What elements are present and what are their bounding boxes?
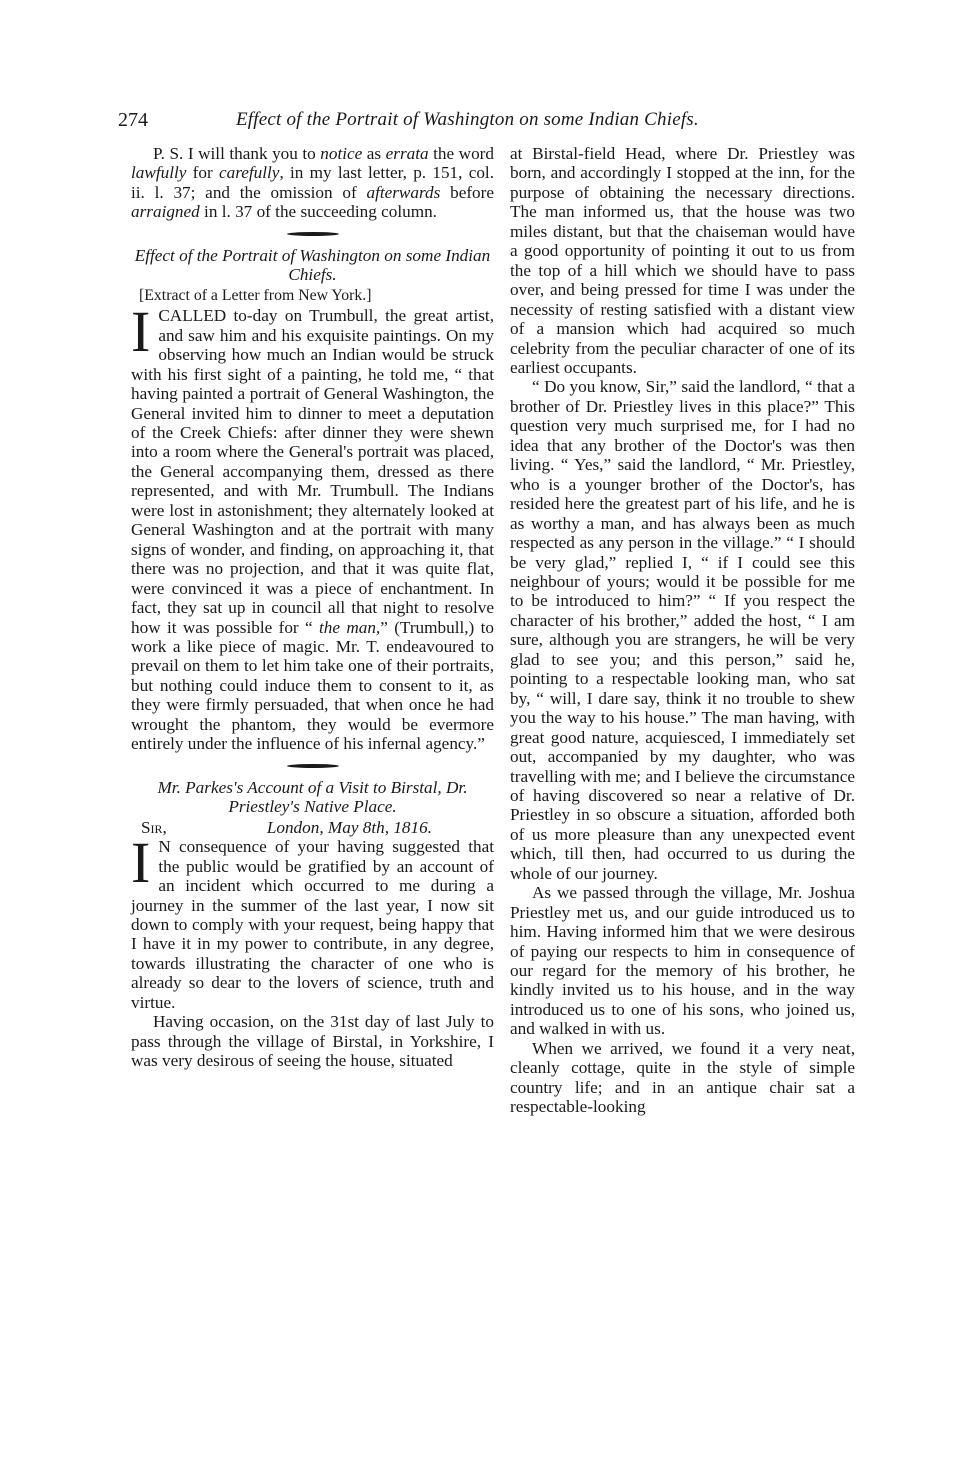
right-column xyxy=(510,144,855,1117)
drop-cap: I xyxy=(131,830,151,896)
letter-paragraph: Having occasion, on the 31st day of last July to pass through the village of Birstal, in Yorkshire, I was very desirous of seeing the house, situated xyxy=(131,1012,494,1071)
letter-date: London, May 8th, 1816. xyxy=(266,817,432,837)
letter-paragraph: When we arrived, we found it a very neat, cleanly cottage, quite in the style of simple country life; and in an antique chair sat a respectable-looking xyxy=(510,1038,855,1117)
running-title: Effect of the Portrait of Washington on some Indian Chiefs. xyxy=(236,109,699,130)
letter-paragraph-continued: at Birstal-field Head, where Dr. Priestley was born, and accordingly I stopped at the inn, for the purpose of obtaining the necessary directions. The man informed us, that the house was two miles distant, but that the chaiseman would have a good opportunity of pointing it out to us from the top of a hill which we should have to pass over, and being pressed for time I was under the necessity of resting satisfied with a distant view of a mansion which had acquired so much celebrity from the peculiar character of one of its earliest occupants. xyxy=(510,144,855,377)
letter-dateline xyxy=(131,818,494,837)
article-body: ICALLED to-day on Trumbull, the great artist, and saw him and his exquisite paintings. On my observing how much an Indian would be struck with his first sight of a painting, he told me, “ that having painted a portrait of General Washington, the General invited him to dinner to meet a deputation of the Creek Chiefs: after dinner they were shewn into a room where the General's portrait was placed, the General accompanying them, dressed as there represented, and with Mr. Trumbull. The Indians were lost in astonishment; they alternately looked at General Washington and at the portrait with many signs of wonder, and finding, on approaching it, that there was no projection, and that it was quite flat, were convinced it was a piece of enchantment. In fact, they sat up in council all that night to resolve how it was possible for “ the man,” (Trumbull,) to work a like piece of magic. Mr. T. endeavoured to prevail on them to let him take one of their portraits, but nothing could induce them to consent to it, as they were firmly persuaded, that when once he had wrought the phantom, they would be evermore entirely under the influence of his infernal agency.” xyxy=(131,299,494,754)
section-divider xyxy=(287,232,339,236)
page-number: 274 xyxy=(118,109,148,131)
letter-paragraph: I N consequence of your having suggested that the public would be gratified by an account of an incident which occurred to me during a journey in the summer of the last year, I now sit down to comply with your request, being happy that I have it in my power to contribute, in any degree, towards illustrating the character of one who is already so dear to the lovers of science, truth and virtue. xyxy=(131,830,494,1012)
drop-cap: I xyxy=(131,299,151,365)
page-header xyxy=(118,104,858,136)
section-divider xyxy=(287,764,339,768)
letter-paragraph: “ Do you know, Sir,” said the landlord, “ that a brother of Dr. Priestley lives in this place?” This question very much surprised me, for I had no idea that any brother of the Doctor's was then living. “ Yes,” said the landlord, “ Mr. Priestley, who is a younger brother of the Doctor's, has resided here the greatest part of his life, and he is as worthy a man, and has always been as much respected as any person in the village.” “ I should be very glad,” replied I, “ if I could see this neighbour of yours; would it be possible for me to be introduced to him?” “ If you respect the character of his brother,” added the host, “ I am sure, although you are strangers, he will be very glad to see you; and this person,” said he, pointing to a respectable looking man, who sat by, “ will, I dare say, think it no trouble to shew you the way to his house.” The man having, with great good nature, acquiesced, I immediately set out, accompanied by my daughter, who was travelling with me; and I believe the circumstance of having discovered so near a relative of Dr. Priestley in so obscure a situation, afforded both of us more pleasure than any unexpected event which, till then, had occurred to us during the whole of our journey. xyxy=(510,377,855,883)
article-title-birstal: Mr. Parkes's Account of a Visit to Birstal, Dr. Priestley's Native Place. xyxy=(157,777,468,816)
left-column xyxy=(131,144,494,1071)
article-title: Effect of the Portrait of Washington on some Indian Chiefs. xyxy=(134,245,491,284)
article-subhead: [Extract of a Letter from New York.] xyxy=(139,286,372,304)
letter-paragraph: As we passed through the village, Mr. Joshua Priestley met us, and our guide introduced us to him. Having informed him that we were desirous of paying our respects to him in consequence of our regard for the memory of his brother, he kindly invited us to his house, and in the way introduced us to one of his sons, who joined us, and walked in with us. xyxy=(510,883,855,1039)
postscript-paragraph: P. S. I will thank you to notice as errata the word lawfully for carefully, in my last letter, p. 151, col. ii. l. 37; and the omission of afterwards before arraigned in l. 37 of the succeeding column. xyxy=(131,144,494,222)
salutation: Sir, xyxy=(141,817,167,837)
